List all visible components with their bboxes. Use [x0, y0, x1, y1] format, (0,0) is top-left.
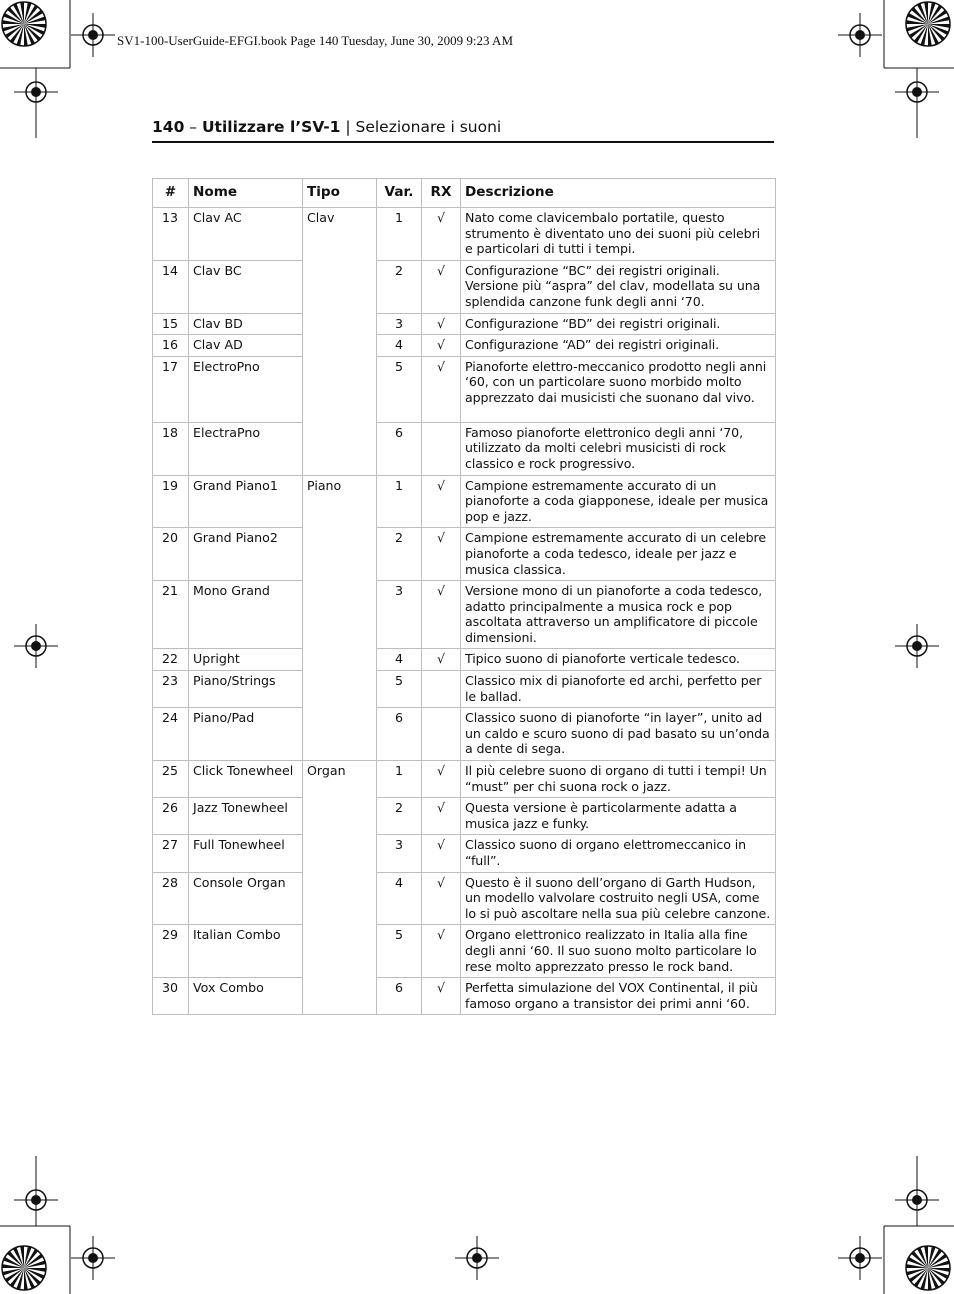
cell-variation: 6	[377, 422, 422, 475]
cell-number: 23	[153, 671, 189, 708]
cell-variation: 5	[377, 356, 422, 422]
cell-name: Clav AC	[189, 208, 303, 261]
cell-number: 28	[153, 872, 189, 925]
table-row	[153, 671, 776, 708]
table-row	[153, 475, 776, 528]
cell-variation: 2	[377, 260, 422, 313]
column-header-description: Descrizione	[461, 179, 776, 208]
registration-mark-icon	[14, 1178, 58, 1222]
cell-rx: √	[422, 978, 461, 1015]
header-dash: –	[184, 118, 202, 136]
cell-variation: 3	[377, 313, 422, 335]
header-rule	[152, 141, 774, 143]
cell-variation: 2	[377, 528, 422, 581]
cell-rx: √	[422, 335, 461, 357]
cell-variation: 6	[377, 708, 422, 761]
cell-number: 17	[153, 356, 189, 422]
table-row	[153, 422, 776, 475]
cell-name: Vox Combo	[189, 978, 303, 1015]
table-body	[153, 208, 776, 1015]
table-row	[153, 925, 776, 978]
cell-rx	[422, 671, 461, 708]
cell-description: Perfetta simulazione del VOX Continental, il più famoso organo a transistor dei primi anni ‘60.	[461, 978, 776, 1015]
cell-variation: 5	[377, 671, 422, 708]
cell-type: Clav	[303, 208, 377, 476]
registration-mark-icon	[838, 1236, 882, 1280]
table-header-row	[153, 179, 776, 208]
registration-mark-icon	[14, 70, 58, 114]
cell-number: 13	[153, 208, 189, 261]
table-row	[153, 649, 776, 671]
cell-description: Questa versione è particolarmente adatta a musica jazz e funky.	[461, 798, 776, 835]
sounds-table	[152, 178, 776, 1015]
table-row	[153, 978, 776, 1015]
table-row	[153, 761, 776, 798]
cell-number: 16	[153, 335, 189, 357]
cell-rx: √	[422, 925, 461, 978]
column-header-number: #	[153, 179, 189, 208]
cell-description: Tipico suono di pianoforte verticale tedesco.	[461, 649, 776, 671]
header-separator: |	[340, 118, 356, 136]
cell-name: Jazz Tonewheel	[189, 798, 303, 835]
cell-variation: 2	[377, 798, 422, 835]
cell-rx: √	[422, 528, 461, 581]
color-target-icon	[906, 1246, 950, 1290]
cell-number: 29	[153, 925, 189, 978]
cell-description: Classico suono di organo elettromeccanico in “full”.	[461, 835, 776, 872]
cell-name: Piano/Strings	[189, 671, 303, 708]
cell-description: Configurazione “BC” dei registri originali. Versione più “aspra” del clav, modellata su una splendida canzone funk degli anni ‘70.	[461, 260, 776, 313]
cell-name: Click Tonewheel	[189, 761, 303, 798]
cell-variation: 4	[377, 649, 422, 671]
registration-mark-icon	[895, 1178, 939, 1222]
registration-mark-icon	[895, 70, 939, 114]
color-target-icon	[2, 2, 46, 46]
registration-mark-icon	[838, 13, 882, 57]
cell-description: Organo elettronico realizzato in Italia alla fine degli anni ‘60. Il suo suono molto particolare lo rese molto apprezzato presso le rock band.	[461, 925, 776, 978]
table-row	[153, 798, 776, 835]
cell-number: 27	[153, 835, 189, 872]
cell-rx: √	[422, 581, 461, 649]
cell-name: Full Tonewheel	[189, 835, 303, 872]
cell-description: Nato come clavicembalo portatile, questo strumento è diventato uno dei suoni più celebri e particolari di tutti i tempi.	[461, 208, 776, 261]
cell-name: Clav BC	[189, 260, 303, 313]
registration-mark-icon	[895, 624, 939, 668]
cell-name: Italian Combo	[189, 925, 303, 978]
cell-description: Pianoforte elettro-meccanico prodotto negli anni ‘60, con un particolare suono morbido molto apprezzato dai musicisti che suonano dal vivo.	[461, 356, 776, 422]
cell-name: Mono Grand	[189, 581, 303, 649]
cell-description: Il più celebre suono di organo di tutti i tempi! Un “must” per chi suona rock o jazz.	[461, 761, 776, 798]
page-header	[152, 118, 774, 136]
cell-description: Versione mono di un pianoforte a coda tedesco, adatto principalmente a musica rock e pop ascoltata attraverso un amplificatore di piccole dimensioni.	[461, 581, 776, 649]
cell-description: Campione estremamente accurato di un celebre pianoforte a coda tedesco, ideale per jazz e musica classica.	[461, 528, 776, 581]
cell-number: 15	[153, 313, 189, 335]
cell-rx: √	[422, 872, 461, 925]
cell-type: Piano	[303, 475, 377, 761]
cell-description: Classico mix di pianoforte ed archi, perfetto per le ballad.	[461, 671, 776, 708]
cell-name: Clav AD	[189, 335, 303, 357]
cell-name: Piano/Pad	[189, 708, 303, 761]
cell-variation: 3	[377, 835, 422, 872]
cell-type: Organ	[303, 761, 377, 1015]
cell-description: Classico suono di pianoforte “in layer”, unito ad un caldo e scuro suono di pad basato su un’onda a dente di sega.	[461, 708, 776, 761]
section-title: Selezionare i suoni	[355, 118, 502, 136]
table-row	[153, 581, 776, 649]
chapter-title: Utilizzare l’SV-1	[201, 118, 341, 136]
cell-number: 26	[153, 798, 189, 835]
cell-rx	[422, 708, 461, 761]
cell-number: 20	[153, 528, 189, 581]
table-row	[153, 356, 776, 422]
registration-mark-icon	[455, 1236, 499, 1280]
cell-variation: 4	[377, 335, 422, 357]
cell-number: 14	[153, 260, 189, 313]
cell-name: ElectroPno	[189, 356, 303, 422]
cell-variation: 1	[377, 208, 422, 261]
cell-number: 21	[153, 581, 189, 649]
cell-description: Questo è il suono dell’organo di Garth Hudson, un modello valvolare costruito negli USA, come lo si può ascoltare nella sua più celebre canzone.	[461, 872, 776, 925]
cell-variation: 6	[377, 978, 422, 1015]
cell-name: ElectraPno	[189, 422, 303, 475]
cell-description: Configurazione “BD” dei registri originali.	[461, 313, 776, 335]
cell-variation: 5	[377, 925, 422, 978]
table-row	[153, 872, 776, 925]
column-header-name: Nome	[189, 179, 303, 208]
cell-name: Grand Piano1	[189, 475, 303, 528]
table-row	[153, 208, 776, 261]
cell-variation: 1	[377, 761, 422, 798]
registration-mark-icon	[71, 1236, 115, 1280]
cell-name: Grand Piano2	[189, 528, 303, 581]
table-row	[153, 708, 776, 761]
color-target-icon	[2, 1246, 46, 1290]
cell-name: Console Organ	[189, 872, 303, 925]
page-number: 140	[152, 118, 185, 136]
table-row	[153, 260, 776, 313]
column-header-variation: Var.	[377, 179, 422, 208]
cell-number: 24	[153, 708, 189, 761]
cell-number: 18	[153, 422, 189, 475]
cell-description: Campione estremamente accurato di un pianoforte a coda giapponese, ideale per musica pop e jazz.	[461, 475, 776, 528]
cell-name: Upright	[189, 649, 303, 671]
registration-mark-icon	[71, 13, 115, 57]
cell-rx: √	[422, 835, 461, 872]
cell-rx: √	[422, 798, 461, 835]
cell-rx: √	[422, 649, 461, 671]
cell-rx: √	[422, 260, 461, 313]
cell-rx	[422, 422, 461, 475]
cell-variation: 3	[377, 581, 422, 649]
cell-rx: √	[422, 208, 461, 261]
table-row	[153, 528, 776, 581]
cell-rx: √	[422, 313, 461, 335]
table-row	[153, 835, 776, 872]
color-target-icon	[906, 2, 950, 46]
column-header-rx: RX	[422, 179, 461, 208]
cell-rx: √	[422, 475, 461, 528]
cell-number: 25	[153, 761, 189, 798]
print-slug: SV1-100-UserGuide-EFGI.book Page 140 Tuesday, June 30, 2009 9:23 AM	[117, 33, 514, 48]
table-row	[153, 335, 776, 357]
column-header-type: Tipo	[303, 179, 377, 208]
cell-rx: √	[422, 761, 461, 798]
cell-name: Clav BD	[189, 313, 303, 335]
table-row	[153, 313, 776, 335]
cell-variation: 1	[377, 475, 422, 528]
cell-description: Famoso pianoforte elettronico degli anni ‘70, utilizzato da molti celebri musicisti di rock classico e rock progressivo.	[461, 422, 776, 475]
cell-number: 22	[153, 649, 189, 671]
cell-variation: 4	[377, 872, 422, 925]
cell-rx: √	[422, 356, 461, 422]
cell-number: 30	[153, 978, 189, 1015]
cell-description: Configurazione “AD” dei registri originali.	[461, 335, 776, 357]
cell-number: 19	[153, 475, 189, 528]
registration-mark-icon	[14, 624, 58, 668]
